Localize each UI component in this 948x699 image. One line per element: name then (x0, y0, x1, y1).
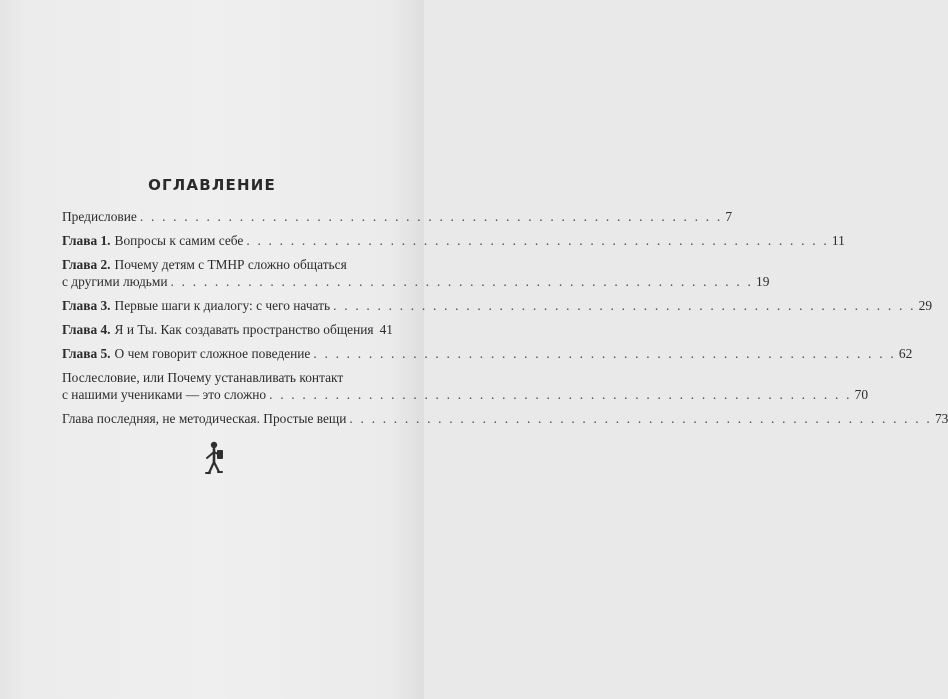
toc-leader-dots: . . . . . . . . . . . . . . . . . . . . . . . . . . . . . . . . . . . . . . . . . . . . . . . . . . . . . (333, 298, 916, 313)
toc-entry-chapter-3[interactable] (62, 297, 933, 314)
toc-leader-dots: . . . . . . . . . . . . . . . . . . . . . . . . . . . . . . . . . . . . . . . . . . . . . . . . . . . . . (313, 346, 896, 361)
walking-figure-icon (202, 440, 226, 480)
toc-entry-chapter-1[interactable] (62, 232, 845, 249)
chapter-label: Глава 1. (62, 233, 111, 248)
chapter-label: Глава 5. (62, 346, 111, 361)
toc-title: Вопросы к самим себе (114, 233, 244, 248)
toc-page-number: 62 (898, 346, 913, 361)
chapter-label: Глава 2. (62, 257, 111, 272)
toc-title: Почему детям с ТМНР сложно общаться (114, 257, 347, 272)
page-title: ОГЛАВЛЕНИЕ (148, 176, 276, 194)
chapter-label: Глава 3. (62, 298, 111, 313)
toc-title: Послесловие, или Почему устанавливать контакт (62, 370, 344, 385)
toc-title: Предисловие (62, 209, 137, 224)
toc-page-number: 7 (725, 209, 733, 224)
toc-entry-chapter-4[interactable] (62, 321, 393, 338)
toc-leader-dots: . . . . . . . . . . . . . . . . . . . . . . . . . . . . . . . . . . . . . . . . . . . . . . . . . . . . . (349, 411, 932, 426)
toc-entry-chapter-5[interactable] (62, 345, 913, 362)
toc-leader-dots: . . . . . . . . . . . . . . . . . . . . . . . . . . . . . . . . . . . . . . . . . . . . . . . . . . . . . (170, 274, 754, 289)
toc-title: Первые шаги к диалогу: с чего начать (114, 298, 331, 313)
toc-entry-chapter-2[interactable] (62, 256, 770, 290)
toc-title-continuation: с нашими учениками — это сложно (62, 387, 267, 402)
toc-page-number: 29 (918, 298, 933, 313)
toc-title: О чем говорит сложное поведение (114, 346, 311, 361)
toc-page-number: 11 (831, 233, 845, 248)
toc-leader-dots: . . . . . . . . . . . . . . . . . . . . . . . . . . . . . . . . . . . . . . . . . . . . . . . . . . . . . (139, 209, 723, 224)
chapter-label: Глава 4. (62, 322, 111, 337)
toc-leader-dots: . . . . . . . . . . . . . . . . . . . . . . . . . . . . . . . . . . . . . . . . . . . . . . . . . . . . . (246, 233, 829, 248)
toc-entry-last-chapter[interactable] (62, 410, 948, 427)
toc-entry-preface[interactable] (62, 208, 733, 225)
table-of-contents (62, 208, 948, 434)
toc-page-number: 70 (854, 387, 869, 402)
toc-title-continuation: с другими людьми (62, 274, 168, 289)
toc-title: Глава последняя, не методическая. Простые вещи (62, 411, 347, 426)
toc-leader-dots: . . . . . . . . . . . . . . . . . . . . . . . . . . . . . . . . . . . . . . . . . . . . . . . . . . . . . (269, 387, 852, 402)
toc-page-number: 41 (379, 322, 393, 337)
toc-entry-afterword[interactable] (62, 369, 869, 403)
toc-page-number: 19 (756, 274, 770, 289)
toc-title: Я и Ты. Как создавать пространство общения (114, 322, 374, 337)
toc-page-number: 73 (934, 411, 948, 426)
